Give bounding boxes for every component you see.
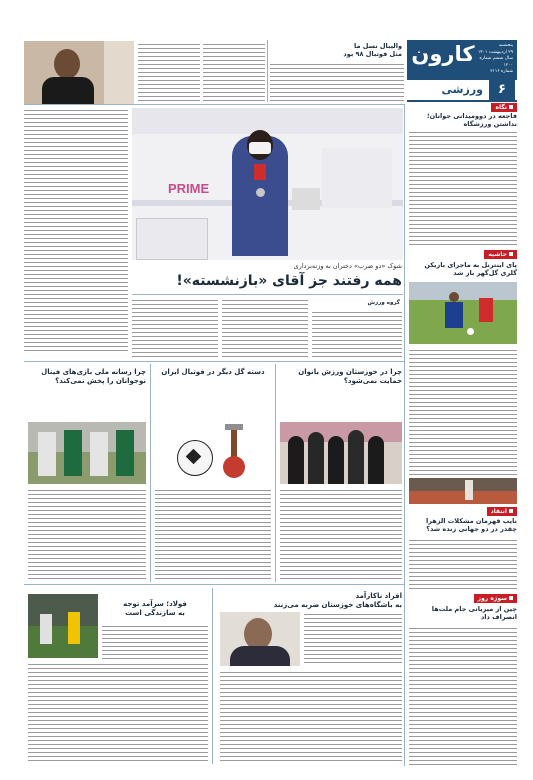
main-byline: گروه ورزش	[367, 300, 400, 306]
runner-photo	[409, 478, 517, 504]
brief-text-3	[138, 42, 200, 104]
gol-gohar-photo	[409, 282, 517, 344]
left-tag-souzhe: سوژه روز	[474, 594, 517, 603]
teens-photo	[28, 422, 146, 484]
main-text-1	[312, 310, 402, 358]
row4-text-1b	[220, 670, 402, 764]
main-left-text	[24, 108, 128, 354]
row3-text-3	[28, 488, 146, 580]
row3-text-1	[280, 488, 402, 580]
page-number: ۶	[489, 80, 515, 100]
weightlifter-photo	[132, 108, 403, 260]
brief-text	[270, 62, 404, 104]
main-text-2	[222, 298, 308, 358]
main-kicker: شوک «دو ضرب» دختران به وزنه‌برداری	[293, 262, 402, 270]
left-text-1	[409, 130, 517, 248]
foolad-photo	[28, 594, 98, 658]
masthead-date: پنجشنبه ۲۹ اردیبهشت ۱۴۰۱ سال ششم شماره ۱۲۰۰ شماره ۳۱۱۶	[477, 43, 513, 74]
left-tag-nagah: نگاه	[491, 103, 517, 112]
left-tag-enteghad: انتقاد	[487, 507, 517, 516]
left-headline-4: چین از میزبانی جام ملت‌ها انصراف داد	[431, 605, 517, 622]
banner-prime: PRIME	[168, 181, 210, 196]
left-text-3	[409, 538, 517, 590]
row4-headline-2: فولاد؛ سرآمد توجه به سازندگی است	[123, 600, 187, 617]
player-photo	[24, 41, 134, 104]
masthead-logo: کارون	[411, 42, 475, 66]
row3-headline-3: چرا رسانه ملی بازی‌های فینال نوجوانان را پخش نمی‌کند؟	[41, 368, 146, 385]
main-text-3	[132, 298, 218, 358]
brief-headline: والیبال نسل ما مثل فوتبال ۹۸ بود	[343, 42, 402, 59]
left-headline-2: پای اینترنل به ماجرای بازیکن گلری گل‌گهر باز شد	[424, 261, 517, 278]
row4-headline-1: افراد ناکارآمد به باشگاه‌های خوزستان ضربه می‌زنند	[273, 592, 402, 609]
row4-text-2b	[28, 662, 208, 764]
official-photo	[220, 612, 300, 666]
left-text-4	[409, 626, 517, 766]
left-tag-hashie: حاشیه	[484, 250, 517, 259]
row3-headline-2: دسته گل دیگر در فوتبال ایران	[161, 368, 265, 376]
left-text-2	[409, 348, 517, 476]
left-headline-1: فاجعه در دوومیدانی جوانان؛ نداشتن ورزشگاه	[427, 112, 517, 129]
row4-text-2a	[102, 624, 208, 660]
section-title: ورزشی	[441, 83, 483, 96]
row3-text-2	[155, 488, 271, 580]
women-photo	[280, 422, 402, 484]
row3-headline-1: چرا در خوزستان ورزش بانوان حمایت نمی‌شود؟	[298, 368, 402, 385]
brief-text-2	[203, 42, 265, 104]
row4-text-1a	[304, 612, 402, 666]
football-hookah-photo	[155, 422, 271, 484]
main-headline: همه رفتند جز آقای «بازنشسته»!	[176, 273, 402, 289]
section-bar	[407, 79, 517, 101]
left-headline-3: نایب قهرمان مشکلات الزهرا چقدر در دو جهانی زنده شد؟	[426, 517, 517, 534]
